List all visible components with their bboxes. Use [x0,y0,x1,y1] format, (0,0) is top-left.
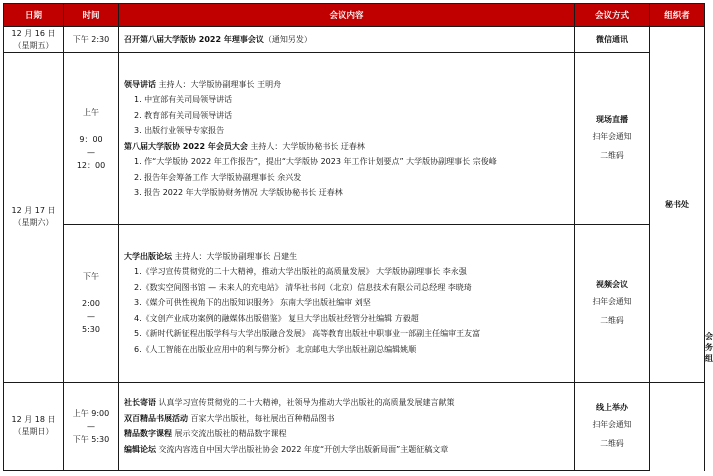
date-weekday: （星期五） [13,40,54,50]
content-line [124,139,570,155]
content-text: 1.《学习宣传贯彻党的二十大精神，推动大学出版社的高质量发展》 大学版协副理事长 李永强 [134,267,467,277]
spacer [64,119,118,133]
content-text: 6.《人工智能在出版业应用中的利与弊分析》 北京邮电大学出版社副总编辑姚顺 [134,344,417,354]
time-cell [64,224,119,382]
method-sub: 扫年会通知 [592,296,632,306]
content-text: 主持人：大学版协秘书长 迂春林 [247,141,365,151]
content-line [124,395,570,411]
content-cell [119,53,575,224]
method-cell [575,27,650,53]
content-line [124,426,570,442]
time-cell [64,382,119,470]
date-day: 12 月 18 日 [11,415,56,425]
method-sub: 扫年会通知 [592,132,632,142]
content-cell [119,382,575,470]
content-heading: 双百精品书展活动 [124,413,188,423]
time-dash: — [87,147,95,157]
content-text: 1. 中宣部有关司局领导讲话 [134,95,233,105]
content-line [124,249,570,265]
method-main: 视频会议 [596,279,628,289]
content-heading: 精品数字课程 [124,429,172,439]
method-main: 现场直播 [596,115,628,125]
content-text: （通知另发） [263,34,312,44]
organizer-cell-top: 秘书处 [650,27,705,383]
date-cell [4,382,64,470]
content-text: 展示交流出版社的精品数字课程 [172,429,287,439]
content-line [124,108,570,124]
table-row [4,382,705,470]
content-heading: 召开第八届大学版协 2022 年理事会议 [124,34,264,44]
schedule-table [3,3,713,471]
content-line [124,411,570,427]
content-text: 2. 报告年会筹备工作 大学版协副理事长 余兴发 [134,172,302,182]
content-line [124,92,570,108]
content-text: 4.《文创产业成功案例的融媒体出版借鉴》 复旦大学出版社经管分社编辑 方毅超 [134,313,419,323]
content-text: 2. 教育部有关司局领导讲话 [134,110,233,120]
content-text: 百家大学出版社，每社展出百种精品图书 [188,413,335,423]
header-organizer: 组织者 [650,4,705,27]
time-label: 下午 [83,272,99,282]
header-date: 日期 [4,4,64,27]
content-text: 认真学习宣传贯彻党的二十大精神，社领导为推动大学出版社的高质量发展建言献策 [156,398,455,408]
method-sub: 扫年会通知 [592,419,632,429]
content-lines [124,249,570,358]
spacer [64,283,118,297]
method-sub: 二维码 [600,438,624,448]
content-line [124,185,570,201]
content-text: 1. 作“大学版协 2022 年工作报告”，提出“大学版协 2023 年工作计划要点” 大学版协副理事长 宗俊峰 [134,157,497,167]
table-row [4,53,705,224]
method-cell [575,53,650,224]
content-heading: 社长寄语 [124,398,156,408]
content-lines [124,395,570,457]
time-end: 5:30 [82,325,100,335]
time-cell: 下午 2:30 [64,27,119,53]
content-line [124,295,570,311]
content-line [124,326,570,342]
content-line [124,442,570,458]
header-content: 会议内容 [119,4,575,27]
date-cell [4,53,64,382]
content-cell [119,27,575,53]
time-start: 上午 9:00 [72,408,110,418]
content-line [124,342,570,358]
content-cell [119,224,575,382]
date-weekday: （星期日） [13,427,54,437]
content-heading: 大学出版论坛 [124,251,172,261]
table-row: 下午 2:00 — 5:30 大学出版论坛 主持人：大学版协副理事长 吕建生 1.《学习宣传贯彻党的二十大精神，推动大学出版社的高质量发展》 大学版协副理事长 李永强 2.《数实空间图书馆 — 未来人的充电站》 清华社书问（北京）信息技术有限公司总经理 李晓琦 3.《媒介可供性视角下的出版知识服务》 东南大学出版社编审 刘坚 4.《文创产业成功案例的融媒体出版借鉴》 复旦大学出版社经管分社编辑 方毅超 5.《新时代新征程出版学科与大学出版融合发展》 高等教育出版社中职事业一部副主任编审王友富 6.《人工智能在出版业应用中的利与弊分析》 北京邮电大学出版社副总编辑姚顺 视频会议 扫年会通知 二维码 会务组 [4,224,705,382]
time-end: 12：00 [76,160,106,170]
time-cell [64,53,119,224]
content-text: 3.《媒介可供性视角下的出版知识服务》 东南大学出版社编审 刘坚 [134,298,371,308]
content-lines [124,77,570,201]
header-method: 会议方式 [575,4,650,27]
content-line [124,264,570,280]
time-start: 9：00 [79,134,103,144]
time-start: 2:00 [82,299,100,309]
content-text: 主持人：大学版协副理事长 吕建生 [172,251,298,261]
content-text: 主持人：大学版协副理事长 王明舟 [156,79,282,89]
method-main: 微信通讯 [596,35,628,45]
table-row [4,27,705,53]
content-line [124,311,570,327]
content-text: 2.《数实空间图书馆 — 未来人的充电站》 清华社书问（北京）信息技术有限公司总经理 李晓琦 [134,282,472,292]
content-text: 交流内容选自中国大学出版社协会 2022 年度“开创大学出版新局面”主题征稿文章 [156,444,449,454]
method-cell [575,382,650,470]
header-time: 时间 [64,4,119,27]
content-heading: 第八届大学版协 2022 年会员大会 [124,141,248,151]
header-row [4,4,705,27]
time-end: 下午 5:30 [72,434,110,444]
content-text: 5.《新时代新征程出版学科与大学出版融合发展》 高等教育出版社中职事业一部副主任编审王友富 [134,329,481,339]
content-line [124,154,570,170]
method-cell [575,224,650,382]
method-main: 线上举办 [596,402,628,412]
content-line [124,170,570,186]
content-line [124,77,570,93]
time-dash: — [87,421,95,431]
content-text: 3. 报告 2022 年大学版协财务情况 大学版协秘书长 迂春林 [134,188,343,198]
method-sub: 二维码 [600,315,624,325]
method-sub: 二维码 [600,151,624,161]
content-line [124,123,570,139]
date-cell [4,27,64,53]
content-line [124,280,570,296]
time-label: 上午 [83,107,99,117]
time-dash: — [87,312,95,322]
content-heading: 编辑论坛 [124,444,156,454]
content-heading: 领导讲话 [124,79,156,89]
content-line [124,32,570,48]
date-day: 12 月 17 日 [11,206,56,216]
date-weekday: （星期六） [13,218,54,228]
date-day: 12 月 16 日 [11,28,56,38]
content-text: 3. 出版行业领导专家报告 [134,126,225,136]
